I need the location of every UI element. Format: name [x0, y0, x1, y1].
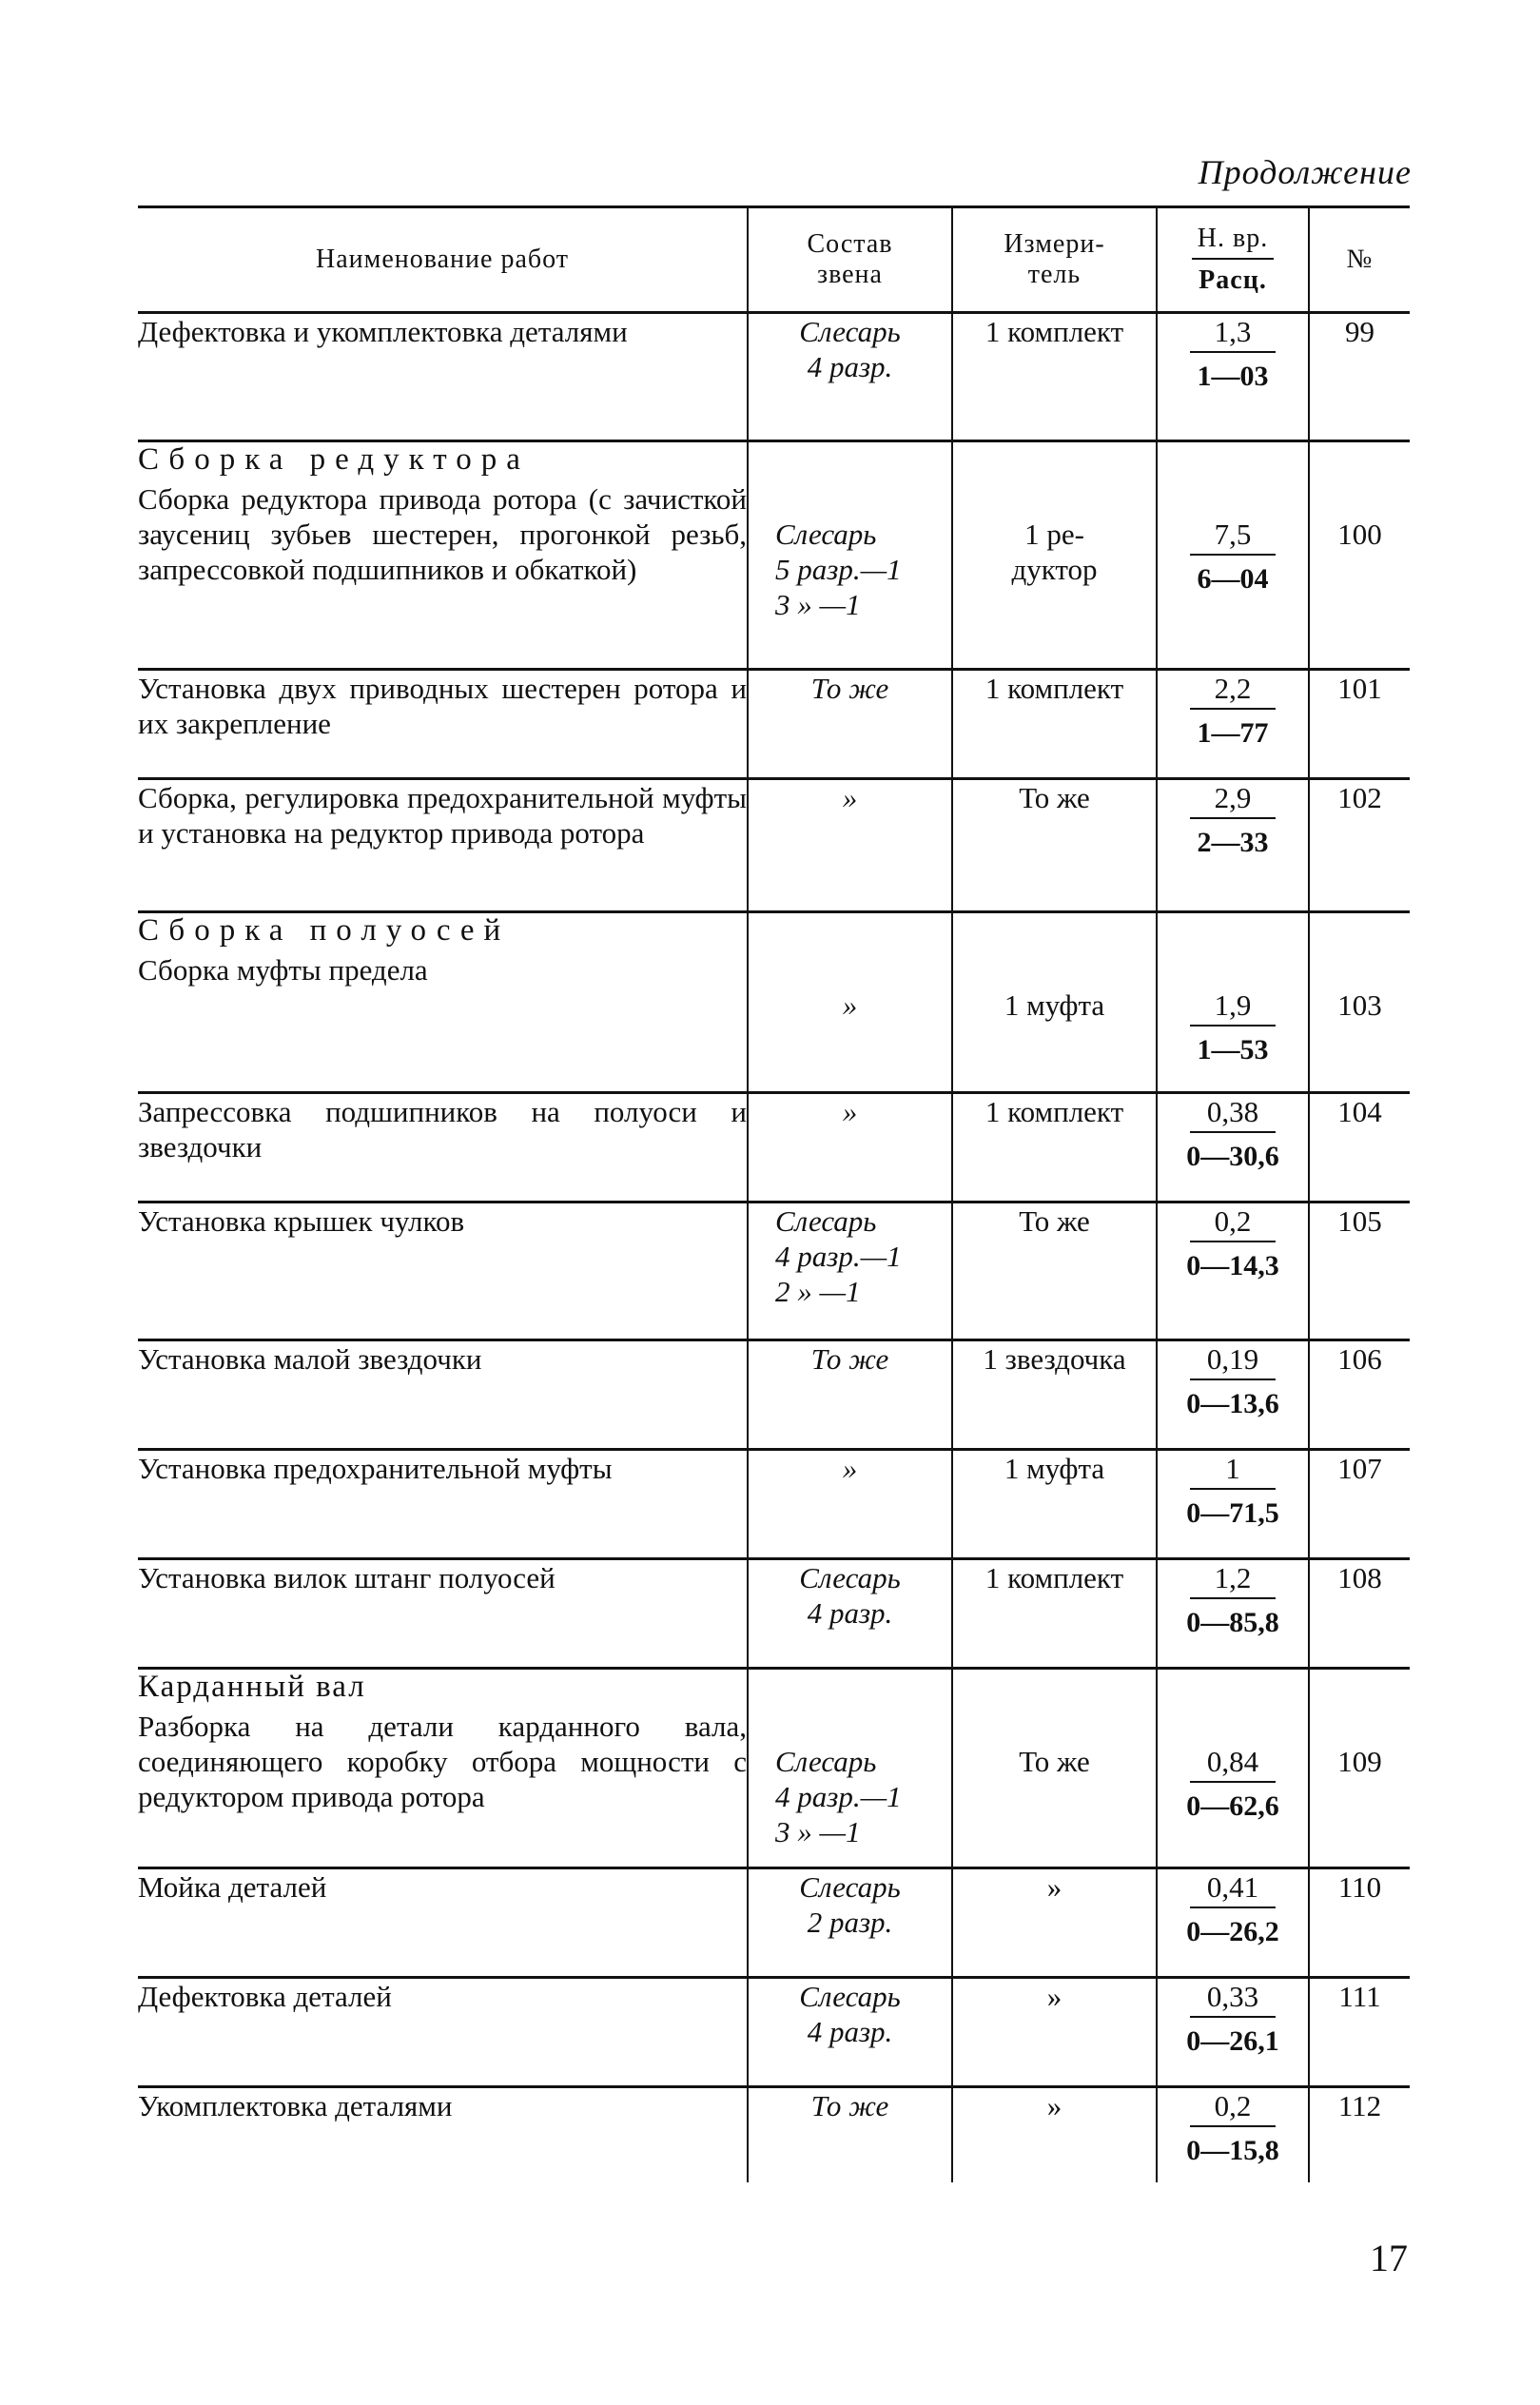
row-number: 102: [1309, 779, 1410, 912]
row-number: 101: [1309, 670, 1410, 779]
crew-composition: »: [842, 1452, 858, 1485]
table-row: [138, 1093, 1410, 1202]
row-number: 105: [1309, 1202, 1410, 1340]
norm-rate: 0—15,8: [1186, 2135, 1279, 2166]
crew-cell: [748, 2087, 952, 2182]
crew-cell: [748, 441, 952, 670]
header-norm-time: Н. вр.: [1192, 224, 1274, 260]
norm-cell: [1157, 670, 1309, 779]
norm-time: 0,41: [1190, 1869, 1276, 1908]
norm-time: 0,2: [1190, 1203, 1276, 1242]
unit-cell: 1 ре- дуктор: [952, 441, 1157, 670]
norm-rate: 1—53: [1197, 1034, 1269, 1066]
table-row: [138, 1868, 1410, 1978]
crew-composition: Слесарь 2 разр.: [799, 1870, 901, 1939]
crew-cell: [748, 670, 952, 779]
work-name-cell: [138, 912, 748, 1093]
row-number: 106: [1309, 1340, 1410, 1450]
header-crew: [748, 207, 952, 313]
header-norm: [1157, 207, 1309, 313]
table-row: [138, 912, 1410, 1093]
unit-cell: 1 муфта: [952, 912, 1157, 1093]
crew-cell: [748, 1202, 952, 1340]
table-row: [138, 1450, 1410, 1559]
work-name: Установка вилок штанг полуосей: [138, 1561, 556, 1594]
crew-cell: [748, 1559, 952, 1669]
crew-composition: »: [842, 988, 858, 1022]
work-name-cell: [138, 2087, 748, 2182]
work-name-cell: [138, 313, 748, 441]
table-row: [138, 779, 1410, 912]
norm-time: 2,9: [1190, 780, 1276, 819]
section-heading: Сборка редуктора: [138, 442, 530, 477]
table-row: [138, 2087, 1410, 2182]
norm-cell: [1157, 912, 1309, 1093]
norm-rate: 0—13,6: [1186, 1388, 1279, 1419]
norm-time: 1: [1190, 1451, 1276, 1490]
norm-rate: 6—04: [1197, 563, 1269, 595]
crew-composition: Слесарь 4 разр.: [799, 315, 901, 383]
crew-cell: [748, 1669, 952, 1868]
norm-rate: 1—77: [1197, 717, 1269, 749]
header-unit: [952, 207, 1157, 313]
table-row: [138, 670, 1410, 779]
norm-cell: [1157, 1868, 1309, 1978]
norm-cell: [1157, 1669, 1309, 1868]
norm-cell: [1157, 1340, 1309, 1450]
table-header-row: [138, 207, 1410, 313]
norm-time: 7,5: [1190, 517, 1276, 556]
header-name: Наименование работ: [138, 207, 748, 313]
norm-cell: [1157, 1450, 1309, 1559]
header-unit-text: Измери- тель: [1004, 229, 1105, 289]
work-name: Мойка деталей: [138, 1870, 327, 1904]
crew-cell: [748, 1450, 952, 1559]
unit-cell: То же: [952, 779, 1157, 912]
section-heading: Карданный вал: [138, 1670, 366, 1704]
norm-cell: [1157, 441, 1309, 670]
work-name: Установка двух приводных шестерен ротора и их закрепление: [138, 672, 747, 740]
work-name: Установка крышек чулков: [138, 1204, 465, 1238]
row-number: 108: [1309, 1559, 1410, 1669]
row-number: 104: [1309, 1093, 1410, 1202]
norm-rate: 0—14,3: [1186, 1250, 1279, 1281]
table-row: [138, 1669, 1410, 1868]
page-number: 17: [1370, 2237, 1408, 2279]
work-name: Дефектовка и укомплектовка деталями: [138, 315, 628, 348]
crew-composition: То же: [810, 1342, 889, 1376]
work-name-cell: [138, 1340, 748, 1450]
work-name: Установка малой звездочки: [138, 1342, 482, 1376]
norm-rate: 0—26,2: [1186, 1916, 1279, 1947]
norm-time: 1,3: [1190, 314, 1276, 353]
row-number: 103: [1309, 912, 1410, 1093]
crew-cell: [748, 1868, 952, 1978]
table-row: [138, 1202, 1410, 1340]
row-number: 99: [1309, 313, 1410, 441]
crew-composition: »: [842, 781, 858, 814]
table-body: [138, 313, 1410, 2182]
unit-cell: »: [952, 1868, 1157, 1978]
unit-cell: 1 комплект: [952, 1093, 1157, 1202]
crew-cell: [748, 912, 952, 1093]
norm-cell: [1157, 1202, 1309, 1340]
work-name-cell: [138, 670, 748, 779]
crew-composition: То же: [810, 2089, 889, 2122]
crew-cell: [748, 313, 952, 441]
work-name: Запрессовка подшипников на полуоси и звездочки: [138, 1095, 747, 1163]
work-name-cell: [138, 1978, 748, 2087]
unit-cell: 1 комплект: [952, 313, 1157, 441]
header-crew-text: Состав звена: [807, 229, 893, 289]
norm-time: 2,2: [1190, 671, 1276, 710]
work-name-cell: [138, 441, 748, 670]
norm-cell: [1157, 1559, 1309, 1669]
header-norm-rate: Расц.: [1199, 265, 1267, 295]
section-heading: Сборка полуосей: [138, 913, 511, 948]
unit-cell: »: [952, 1978, 1157, 2087]
crew-composition: Слесарь 4 разр.: [799, 1561, 901, 1630]
table-row: [138, 1978, 1410, 2087]
work-name: Дефектовка деталей: [138, 1980, 392, 2013]
work-name-cell: [138, 1202, 748, 1340]
norm-time: 0,33: [1190, 1979, 1276, 2018]
crew-cell: [748, 1340, 952, 1450]
crew-cell: [748, 1093, 952, 1202]
row-number: 100: [1309, 441, 1410, 670]
norm-rate: 2—33: [1197, 827, 1269, 858]
crew-composition: Слесарь 5 разр.—1 3 » —1: [775, 518, 902, 621]
unit-cell: »: [952, 2087, 1157, 2182]
unit-cell: То же: [952, 1202, 1157, 1340]
work-name-cell: [138, 1868, 748, 1978]
work-name: Сборка муфты предела: [138, 953, 428, 987]
norm-cell: [1157, 779, 1309, 912]
norm-rate: 0—71,5: [1186, 1497, 1279, 1529]
norm-time: 1,9: [1190, 987, 1276, 1027]
norm-rate: 0—26,1: [1186, 2025, 1279, 2057]
unit-cell: 1 комплект: [952, 670, 1157, 779]
unit-cell: 1 звездочка: [952, 1340, 1157, 1450]
row-number: 109: [1309, 1669, 1410, 1868]
crew-composition: Слесарь 4 разр.: [799, 1980, 901, 2048]
norm-rate: 0—62,6: [1186, 1790, 1279, 1822]
work-name: Сборка, регулировка предохранительной муфты и установка на редуктор привода ротора: [138, 781, 747, 850]
crew-cell: [748, 1978, 952, 2087]
row-number: 112: [1309, 2087, 1410, 2182]
header-number: №: [1309, 207, 1410, 313]
row-number: 111: [1309, 1978, 1410, 2087]
norm-rate: 0—85,8: [1186, 1607, 1279, 1638]
row-number: 107: [1309, 1450, 1410, 1559]
norm-time: 0,84: [1190, 1744, 1276, 1783]
unit-cell: То же: [952, 1669, 1157, 1868]
table-row: [138, 313, 1410, 441]
crew-cell: [748, 779, 952, 912]
crew-composition: То же: [810, 672, 889, 705]
norm-time: 0,38: [1190, 1094, 1276, 1133]
crew-composition: Слесарь 4 разр.—1 2 » —1: [775, 1204, 902, 1308]
norms-table: [138, 205, 1410, 2182]
crew-composition: »: [842, 1095, 858, 1128]
work-name-cell: [138, 1559, 748, 1669]
work-name-cell: [138, 1669, 748, 1868]
norm-time: 0,2: [1190, 2088, 1276, 2127]
work-name-cell: [138, 1093, 748, 1202]
work-name-cell: [138, 779, 748, 912]
table-row: [138, 1559, 1410, 1669]
table-row: [138, 1340, 1410, 1450]
norm-cell: [1157, 1093, 1309, 1202]
work-name: Разборка на детали карданного вала, соединяющего коробку отбора мощности с редуктором привода ротора: [138, 1710, 747, 1813]
norm-time: 1,2: [1190, 1560, 1276, 1599]
table-row: [138, 441, 1410, 670]
norm-rate: 0—30,6: [1186, 1141, 1279, 1172]
work-name: Установка предохранительной муфты: [138, 1452, 613, 1485]
norm-rate: 1—03: [1197, 361, 1269, 392]
unit-cell: 1 комплект: [952, 1559, 1157, 1669]
work-name: Сборка редуктора привода ротора (с зачисткой заусениц зубьев шестерен, прогонкой резьб, запрессовкой подшипников и обкаткой): [138, 482, 747, 586]
unit-cell: 1 муфта: [952, 1450, 1157, 1559]
work-name: Укомплектовка деталями: [138, 2089, 453, 2122]
crew-composition: Слесарь 4 разр.—1 3 » —1: [775, 1745, 902, 1848]
norm-cell: [1157, 313, 1309, 441]
norm-cell: [1157, 1978, 1309, 2087]
norm-time: 0,19: [1190, 1341, 1276, 1380]
norm-cell: [1157, 2087, 1309, 2182]
work-name-cell: [138, 1450, 748, 1559]
continuation-label: Продолжение: [1198, 153, 1412, 191]
row-number: 110: [1309, 1868, 1410, 1978]
